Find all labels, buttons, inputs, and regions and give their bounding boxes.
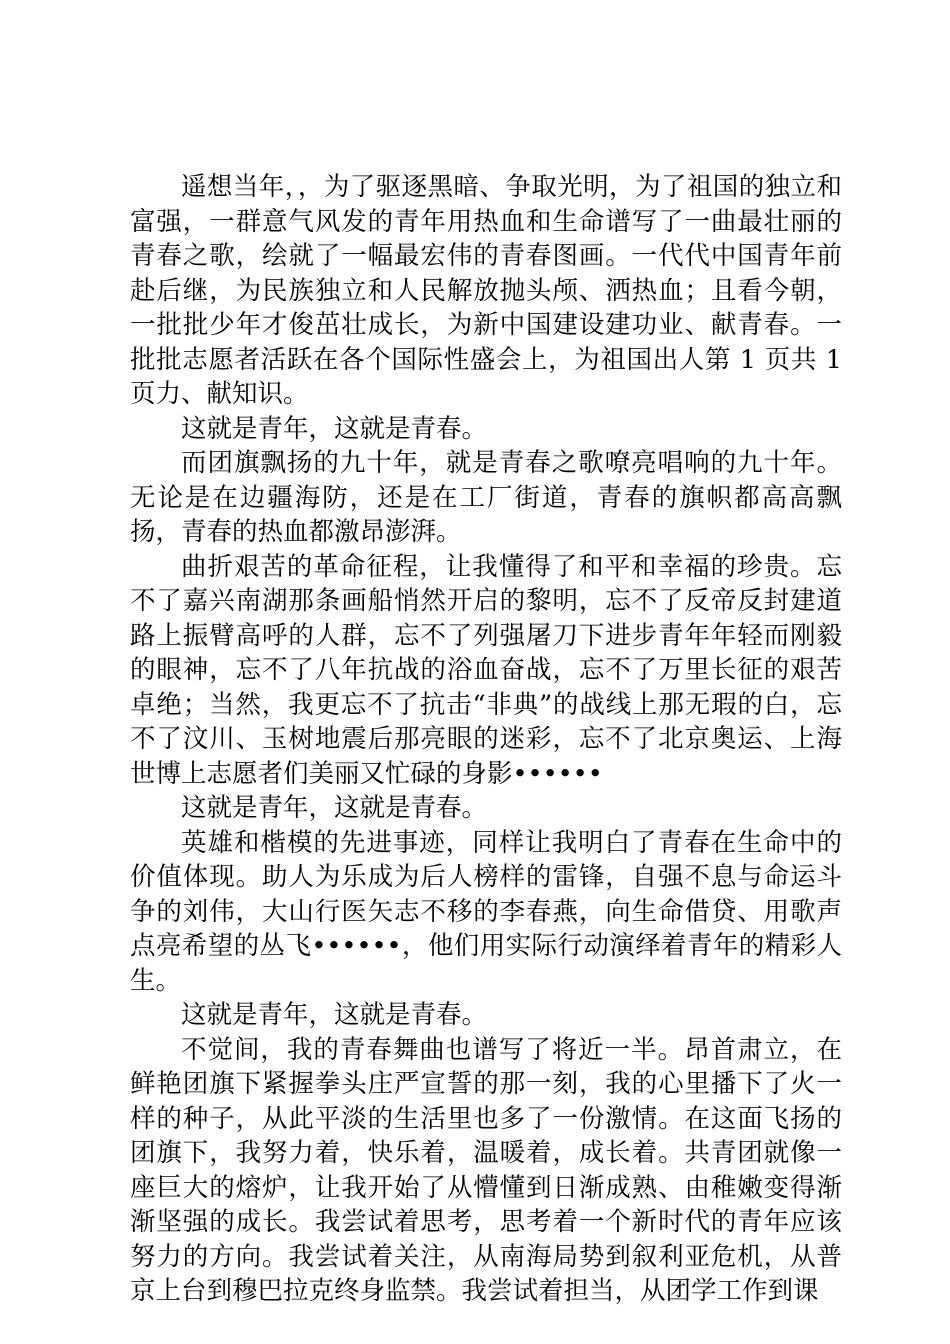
paragraph-refrain: 这就是青年，这就是青春。	[181, 1000, 488, 1030]
paragraph-revolution-journey: 曲折艰苦的革命征程，让我懂得了和平和幸福的珍贵。忘不了嘉兴南湖那条画船悄然开启的黎明，忘不了反帝反封建道路上振臂高呼的人群，忘不了列强屠刀下进步青年年轻而刚毅的眼神，忘不了八年抗战的浴血奋战，忘不了万里长征的艰苦卓绝；当然，我更忘不了抗击“非典”的战线上那无瑕的白，忘不了汶川、玉树地震后那亮眼的迷彩，忘不了北京奥运、上海世博上志愿者们美丽又忙碌的身影••••••	[130, 551, 842, 789]
paragraph-ninety-years: 而团旗飘扬的九十年，就是青春之歌嘹亮唱响的九十年。无论是在边疆海防，还是在工厂街道，青春的旗帜都高高飘扬，青春的热血都激昂澎湃。	[130, 448, 842, 547]
document-body	[130, 170, 842, 1309]
paragraph-refrain: 这就是青年，这就是青春。	[181, 413, 488, 444]
paragraph-recalling-the-past: 遥想当年，，为了驱逐黑暗、争取光明，为了祖国的独立和富强，一群意气风发的青年用热血和生命谱写了一曲最壮丽的青春之歌，绘就了一幅最宏伟的青春图画。一代代中国青年前赴后继，为民族独立和人民解放抛头颅、洒热血；且看今朝，一批批少年才俊茁壮成长，为新中国建设建功业、献青春。一批批志愿者活跃在各个国际性盛会上，为祖国出人第 1 页共 1 页力、献知识。	[130, 172, 842, 409]
paragraph-refrain: 这就是青年，这就是青春。	[181, 793, 488, 823]
paragraph-my-youth: 不觉间，我的青春舞曲也谱写了将近一半。昂首肃立，在鲜艳团旗下紧握拳头庄严宣誓的那一刻，我的心里播下了火一样的种子，从此平淡的生活里也多了一份激情。在这面飞扬的团旗下，我努力着，快乐着，温暖着，成长着。共青团就像一座巨大的熔炉，让我开始了从懵懂到日渐成熟、由稚嫩变得渐渐坚强的成长。我尝试着思考，思考着一个新时代的青年应该努力的方向。我尝试着关注，从南海局势到叙利亚危机，从普京上台到穆巴拉克终身监禁。我尝试着担当，从团学工作到课	[130, 1034, 842, 1306]
paragraph-heroes-and-models: 英雄和楷模的先进事迹，同样让我明白了青春在生命中的价值体现。助人为乐成为后人榜样的雷锋，自强不息与命运斗争的刘伟，大山行医矢志不移的李春燕，向生命借贷、用歌声点亮希望的丛飞••••••，他们用实际行动演绎着青年的精彩人生。	[130, 827, 842, 996]
